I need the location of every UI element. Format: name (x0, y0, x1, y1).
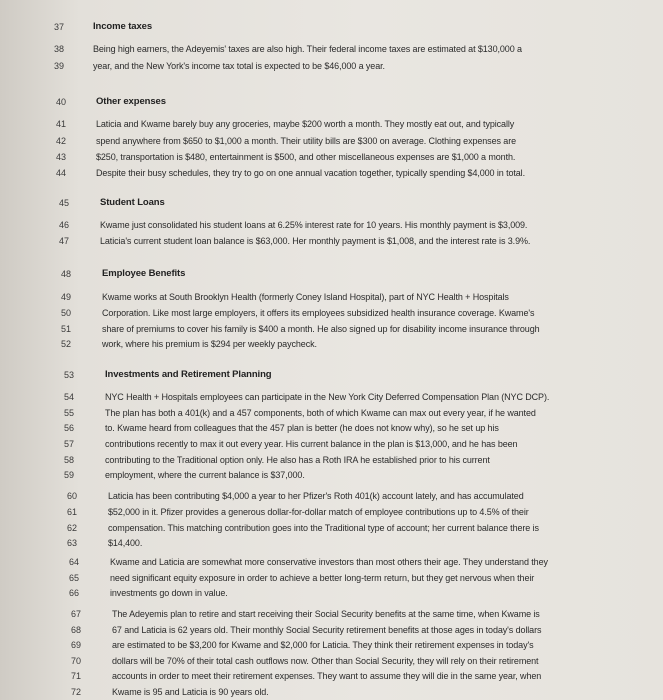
line-number: 39 (53, 61, 64, 71)
line-text: Being high earners, the Adeyemis' taxes are also high. Their federal income taxes are estimated at $130,000 a (93, 44, 522, 54)
line-text: spend anywhere from $650 to $1,000 a month. Their utility bills are $300 on average. Clothing expenses are (96, 136, 516, 146)
line-text: investments go down in value. (110, 588, 228, 598)
line-number: 55 (63, 408, 74, 418)
line-number: 52 (60, 339, 71, 349)
line-number: 64 (68, 557, 79, 567)
line-text: are estimated to be $3,200 for Kwame and $2,000 for Laticia. They think their retirement expenses in today's (112, 640, 534, 650)
line-number: 40 (55, 97, 66, 107)
line-number: 49 (60, 292, 71, 302)
line-text: 67 and Laticia is 62 years old. Their monthly Social Security retirement benefits at those ages in today's dollars (112, 625, 542, 635)
line-text: Kwame just consolidated his student loans at 6.25% interest rate for 10 years. His monthly payment is $3,009. (100, 220, 528, 230)
section-heading: Employee Benefits (102, 268, 186, 279)
line-text: NYC Health + Hospitals employees can participate in the New York City Deferred Compensation Plan (NYC DCP). (105, 392, 550, 402)
line-text: dollars will be 70% of their total cash outflows now. Other than Social Security, they will rely on their retirement (112, 656, 539, 666)
line-number: 59 (63, 470, 74, 480)
section-heading: Investments and Retirement Planning (105, 369, 272, 380)
line-number: 67 (70, 609, 81, 619)
line-number: 51 (60, 324, 71, 334)
line-text: compensation. This matching contribution goes into the Traditional type of account; her current balance there is (108, 523, 539, 533)
line-number: 48 (60, 269, 71, 279)
line-text: The Adeyemis plan to retire and start receiving their Social Security benefits at the same time, when Kwame is (112, 609, 540, 619)
line-text: Despite their busy schedules, they try to go on one annual vacation together, typically spending $4,000 in total. (96, 168, 525, 178)
line-number: 43 (55, 152, 66, 162)
line-number: 63 (66, 538, 77, 548)
line-text: Corporation. Like most large employers, it offers its employees subsidized health insurance coverage. Kwame's (102, 308, 535, 318)
section-heading: Other expenses (96, 96, 166, 107)
line-text: accounts in order to meet their retirement expenses. They want to assume they will die in the same year, when (112, 671, 542, 681)
line-number: 68 (70, 625, 81, 635)
line-text: contributing to the Traditional option only. He also has a Roth IRA he established prior to his current (105, 455, 490, 465)
line-number: 37 (53, 22, 64, 32)
line-text: work, where his premium is $294 per weekly paycheck. (102, 339, 317, 349)
line-number: 53 (63, 370, 74, 380)
line-number: 46 (58, 220, 69, 230)
line-text: year, and the New York's income tax total is expected to be $46,000 a year. (93, 61, 385, 71)
line-number: 47 (58, 236, 69, 246)
line-number: 54 (63, 392, 74, 402)
line-text: $14,400. (108, 538, 143, 548)
line-number: 66 (68, 588, 79, 598)
line-number: 70 (70, 656, 81, 666)
line-number: 38 (53, 44, 64, 54)
line-number: 71 (70, 671, 81, 681)
line-text: to. Kwame heard from colleagues that the 457 plan is better (he does not know why), so he set up his (105, 423, 499, 433)
line-number: 41 (55, 119, 66, 129)
line-number: 42 (55, 136, 66, 146)
line-text: Kwame and Laticia are somewhat more conservative investors than most others their age. They understand they (110, 557, 548, 567)
line-text: $52,000 in it. Pfizer provides a generous dollar-for-dollar match of employee contributions up to 4.5% of their (108, 507, 529, 517)
line-number: 69 (70, 640, 81, 650)
line-number: 62 (66, 523, 77, 533)
line-text: The plan has both a 401(k) and a 457 components, both of which Kwame can max out every year, if he wanted (105, 408, 536, 418)
line-text: contributions recently to max it out every year. His current balance in the plan is $13,000, and he has been (105, 439, 518, 449)
line-text: need significant equity exposure in order to achieve a better long-term return, but they get nervous when their (110, 573, 535, 583)
line-number: 72 (70, 687, 81, 697)
line-text: Kwame is 95 and Laticia is 90 years old. (112, 687, 269, 697)
line-text: share of premiums to cover his family is $400 a month. He also signed up for disability income insurance through (102, 324, 540, 334)
line-number: 65 (68, 573, 79, 583)
line-number: 60 (66, 491, 77, 501)
line-number: 45 (58, 198, 69, 208)
line-text: Laticia's current student loan balance is $63,000. Her monthly payment is $1,008, and the interest rate is 3.9%. (100, 236, 531, 246)
section-heading: Student Loans (100, 197, 165, 208)
line-text: Laticia and Kwame barely buy any groceries, maybe $200 worth a month. They mostly eat out, and typically (96, 119, 515, 129)
section-heading: Income taxes (93, 21, 152, 32)
line-text: $250, transportation is $480, entertainment is $500, and other miscellaneous expenses are $1,000 a month. (96, 152, 516, 162)
line-number: 56 (63, 423, 74, 433)
line-number: 44 (55, 168, 66, 178)
line-number: 57 (63, 439, 74, 449)
line-text: Laticia has been contributing $4,000 a year to her Pfizer's Roth 401(k) account lately, and has accumulated (108, 491, 524, 501)
line-text: Kwame works at South Brooklyn Health (formerly Coney Island Hospital), part of NYC Health + Hospitals (102, 292, 509, 302)
line-number: 61 (66, 507, 77, 517)
line-number: 58 (63, 455, 74, 465)
line-number: 50 (60, 308, 71, 318)
line-text: employment, where the current balance is $37,000. (105, 470, 305, 480)
